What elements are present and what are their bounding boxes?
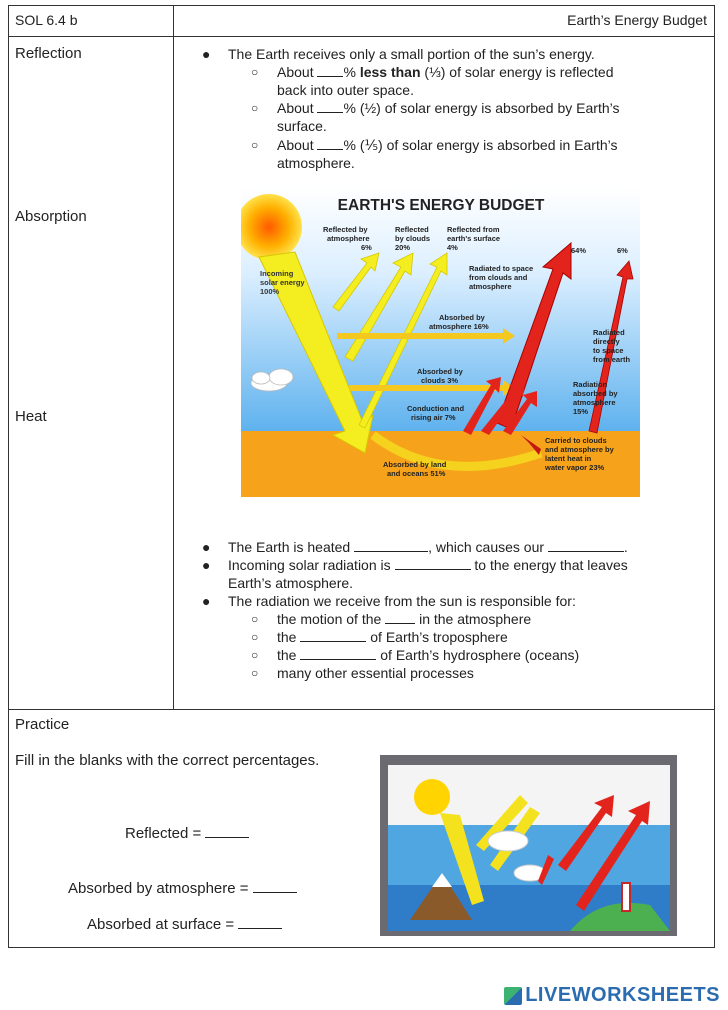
svg-text:atmosphere: atmosphere <box>327 234 370 243</box>
svg-text:atmosphere 16%: atmosphere 16% <box>429 322 489 331</box>
diagram-title: EARTH'S ENERGY BUDGET <box>337 197 545 214</box>
header-divider <box>9 36 714 37</box>
subnote-troposphere: ○ the of Earth’s troposphere <box>251 629 508 645</box>
circle-bullet-icon: ○ <box>251 65 259 79</box>
conduction-label: Conduction and <box>407 404 465 413</box>
liveworksheets-logo[interactable]: LIVEWORKSHEETS <box>504 984 720 1007</box>
svg-text:and atmosphere by: and atmosphere by <box>545 445 614 454</box>
svg-text:from clouds and: from clouds and <box>469 273 528 282</box>
note-bullet-2: ● The Earth is heated , which causes our . <box>202 539 628 555</box>
column-divider <box>173 6 174 709</box>
svg-text:15%: 15% <box>573 407 589 416</box>
svg-text:from earth: from earth <box>593 355 631 364</box>
absorbed-surface-answer-row: Absorbed at surface = <box>87 916 282 933</box>
practice-heading: Practice <box>15 716 70 733</box>
absorbed-atmosphere-label: Absorbed by <box>439 313 485 322</box>
subnote-processes: ○ many other essential processes <box>251 665 474 681</box>
svg-text:water vapor 23%: water vapor 23% <box>545 463 605 472</box>
sol-code: SOL 6.4 b <box>15 12 78 28</box>
page-title: Earth’s Energy Budget <box>567 12 707 28</box>
pct-64-label: 64% <box>571 246 587 255</box>
note-bullet-1: ● The Earth receives only a small portion of the sun’s energy. <box>202 46 595 62</box>
circle-bullet-icon: ○ <box>251 648 259 662</box>
pct-6-label: 6% <box>617 246 628 255</box>
subnote-surface: ○ About % (½) of solar energy is absorbed by Earth’s surface. <box>251 100 620 134</box>
energy-budget-diagram <box>241 187 640 497</box>
note-bullet-4: ● The radiation we receive from the sun is responsible for: <box>202 593 576 609</box>
practice-instructions: Fill in the blanks with the correct percentages. <box>15 752 320 769</box>
radiated-space-label: Radiated to space <box>469 264 534 273</box>
label-reflection: Reflection <box>15 45 82 62</box>
reflected-clouds-label: Reflected <box>395 225 429 234</box>
svg-text:6%: 6% <box>361 243 372 252</box>
svg-text:earth's surface: earth's surface <box>447 234 501 243</box>
energy-mural-photo <box>380 755 677 936</box>
absorbed-clouds-label: Absorbed by <box>417 367 463 376</box>
blank-causes[interactable] <box>548 539 624 552</box>
svg-text:100%: 100% <box>260 287 280 296</box>
svg-text:directly: directly <box>593 337 620 346</box>
absorbed-land-label: Absorbed by land <box>383 460 447 469</box>
circle-bullet-icon: ○ <box>251 630 259 644</box>
svg-text:20%: 20% <box>395 243 411 252</box>
subnote-atmosphere: ○ About % (⅕) of solar energy is absorbed in Earth’s atmosphere. <box>251 137 618 171</box>
reflected-surface-label: Reflected from <box>447 225 500 234</box>
subnote-motion: ○ the motion of the in the atmosphere <box>251 611 532 627</box>
absorbed-atmosphere-answer-row: Absorbed by atmosphere = <box>68 880 297 897</box>
svg-text:atmosphere: atmosphere <box>573 398 616 407</box>
bullet-dot-icon: ● <box>202 539 211 555</box>
svg-text:clouds 3%: clouds 3% <box>421 376 459 385</box>
svg-text:4%: 4% <box>447 243 458 252</box>
circle-bullet-icon: ○ <box>251 666 259 680</box>
svg-text:rising air 7%: rising air 7% <box>411 413 456 422</box>
radiation-absorbed-label: Radiation <box>573 380 608 389</box>
reflected-answer-blank[interactable] <box>205 825 249 838</box>
svg-text:by clouds: by clouds <box>395 234 431 243</box>
blank-motion[interactable] <box>385 611 415 624</box>
label-heat: Heat <box>15 408 47 425</box>
blank-atmosphere[interactable] <box>317 137 343 150</box>
circle-bullet-icon: ○ <box>251 101 259 115</box>
blank-hydrosphere[interactable] <box>300 647 376 660</box>
subnote-reflected: ○ About % less than (⅓) of solar energy is reflected back into outer space. <box>251 64 614 98</box>
bullet-dot-icon: ● <box>202 557 211 573</box>
svg-text:to space: to space <box>593 346 624 355</box>
blank-radiation[interactable] <box>395 557 471 570</box>
blank-reflected[interactable] <box>317 64 343 77</box>
reflected-atmosphere-label: Reflected by <box>323 225 368 234</box>
circle-bullet-icon: ○ <box>251 138 259 152</box>
latent-heat-label: Carried to clouds <box>545 436 607 445</box>
radiated-direct-label: Radiated <box>593 328 625 337</box>
absorbed-atmosphere-answer-blank[interactable] <box>253 880 297 893</box>
bullet-dot-icon: ● <box>202 46 211 62</box>
svg-text:atmosphere: atmosphere <box>469 282 512 291</box>
blank-surface[interactable] <box>317 100 343 113</box>
svg-text:solar energy: solar energy <box>260 278 305 287</box>
practice-divider <box>9 709 714 710</box>
absorbed-surface-answer-blank[interactable] <box>238 916 282 929</box>
svg-text:absorbed by: absorbed by <box>573 389 618 398</box>
blank-troposphere[interactable] <box>300 629 366 642</box>
bullet-dot-icon: ● <box>202 593 211 609</box>
subnote-hydrosphere: ○ the of Earth’s hydrosphere (oceans) <box>251 647 580 663</box>
label-absorption: Absorption <box>15 208 87 225</box>
blank-heated[interactable] <box>354 539 428 552</box>
circle-bullet-icon: ○ <box>251 612 259 626</box>
liveworksheets-logo-icon <box>504 987 522 1005</box>
svg-text:and oceans 51%: and oceans 51% <box>387 469 446 478</box>
note-bullet-3: ● Incoming solar radiation is to the energy that leaves Earth’s atmosphere. <box>202 557 628 591</box>
incoming-label: Incoming <box>260 269 294 278</box>
svg-text:latent heat in: latent heat in <box>545 454 592 463</box>
reflected-answer-row: Reflected = <box>125 825 249 842</box>
